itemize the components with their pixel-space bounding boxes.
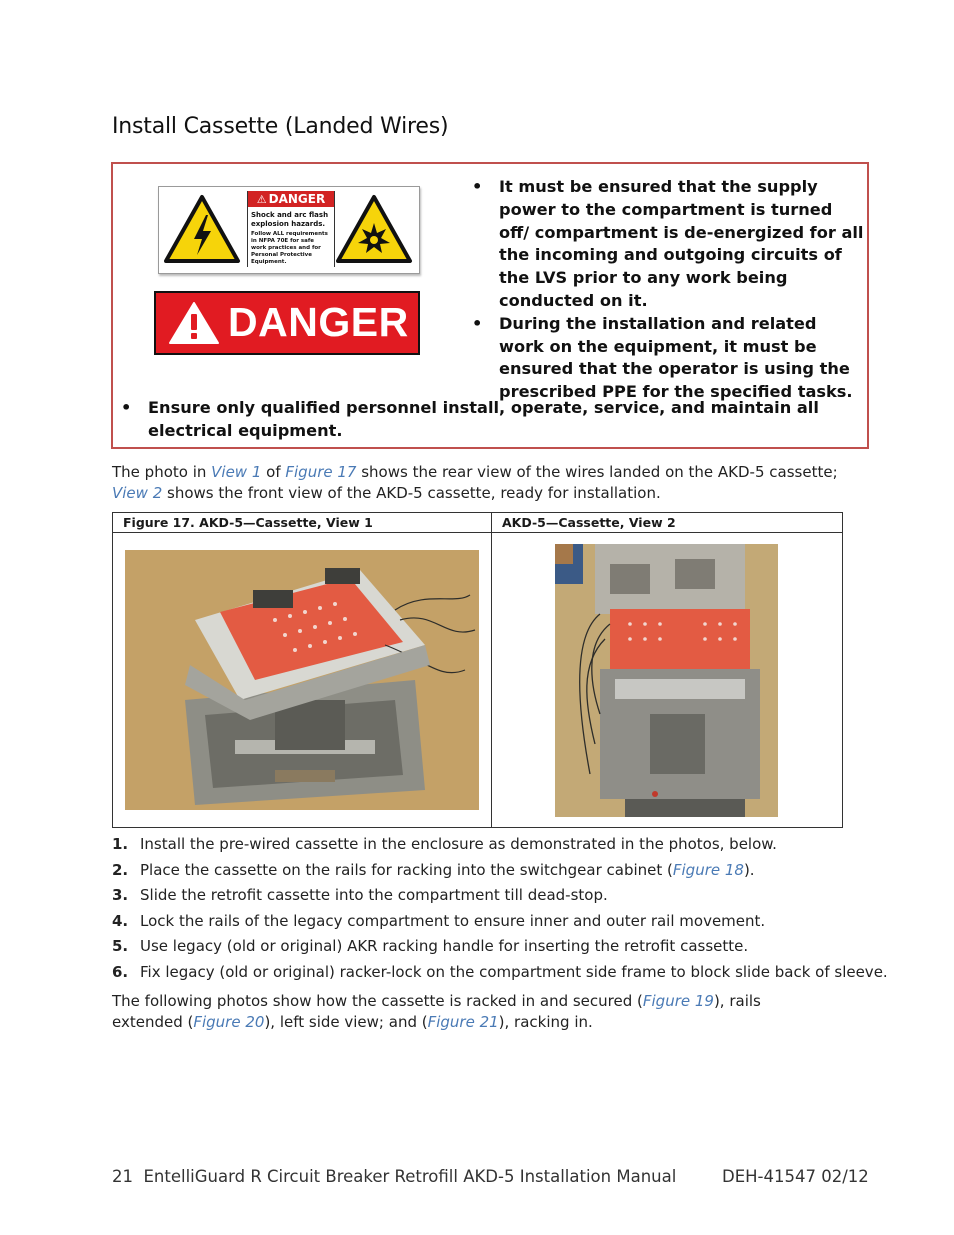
section-heading: Install Cassette (Landed Wires) [112,114,449,139]
warning-bullets [472,176,864,404]
exclamation-triangle-icon [168,301,220,345]
danger-label-big [154,291,420,355]
manual-title: EntelliGuard R Circuit Breaker Retrofill AKD-5 Installation Manual [143,1167,677,1186]
installation-steps [112,832,888,986]
figure-col2-header: AKD-5—Cassette, View 2 [492,513,843,533]
view1-link[interactable]: View 1 [211,463,262,481]
step-item: 2. Place the cassette on the rails for racking into the switchgear cabinet (Figure 18). [112,860,755,879]
step-item: 3. Slide the retrofit cassette into the compartment till dead-stop. [112,886,608,905]
step-item: 1. Install the pre-wired cassette in the enclosure as demonstrated in the photos, below. [112,835,777,853]
qualified-personnel-bullet-list [121,397,861,443]
electric-shock-warning-icon [163,193,241,265]
danger-label-text-panel [247,191,335,267]
danger-word: DANGER [228,299,409,345]
page-number: 21 [112,1167,133,1186]
step-item: 4. Lock the rails of the legacy compartment to ensure inner and outer rail movement. [112,911,766,930]
figure18-link[interactable]: Figure 18 [672,860,744,879]
warning-bullet: • It must be ensured that the supply power to the compartment is turned off/ compartment is de-energized for all the incoming and outgoing circuits of the LVS prior to any work being conducted on it. [472,176,864,313]
hazard-text: Shock and arc flash explosion hazards. [251,211,329,228]
warning-bullet: • During the installation and related work on the equipment, it must be ensured that the operator is using the prescribed PPE for the specified tasks. [472,313,864,404]
step-item: 6. Fix legacy (old or original) racker-lock on the compartment side frame to block slide back of sleeve. [112,962,888,981]
step-item: 5. Use legacy (old or original) AKR racking handle for inserting the retrofit cassette. [112,937,749,956]
cassette-photo-view1 [125,550,479,810]
cassette-photo-view2 [555,544,778,817]
explosion-warning-icon [335,193,413,265]
figure21-link[interactable]: Figure 21 [427,1012,499,1031]
figure20-link[interactable]: Figure 20 [193,1012,265,1031]
warning-bullet: • Ensure only qualified personnel install, operate, service, and maintain all electrical equipment. [121,397,861,443]
danger-label-small [158,186,420,274]
figure19-link[interactable]: Figure 19 [642,992,714,1010]
figure17-link[interactable]: Figure 17 [285,463,357,481]
figure-col1-header: Figure 17. AKD-5—Cassette, View 1 [113,513,492,533]
danger-warning-box [111,162,869,449]
closing-paragraph: The following photos show how the cassette is racked in and secured (Figure 19), rails extended (Figure 20), left side view; and (Figure 21), racking in. [112,992,761,1031]
hazard-subtext: Follow ALL requirements in NFPA 70E for safe work practices and for Personal Protective Equipment. [251,231,328,265]
danger-strip: ⚠ DANGER [248,191,334,207]
view2-link[interactable]: View 2 [112,483,163,502]
footer-left [112,1167,676,1186]
document-id: DEH-41547 02/12 [722,1167,869,1186]
intro-paragraph: The photo in View 1 of Figure 17 shows the rear view of the wires landed on the AKD-5 cassette; View 2 shows the front view of the AKD-5 cassette, ready for installation. [112,463,838,502]
